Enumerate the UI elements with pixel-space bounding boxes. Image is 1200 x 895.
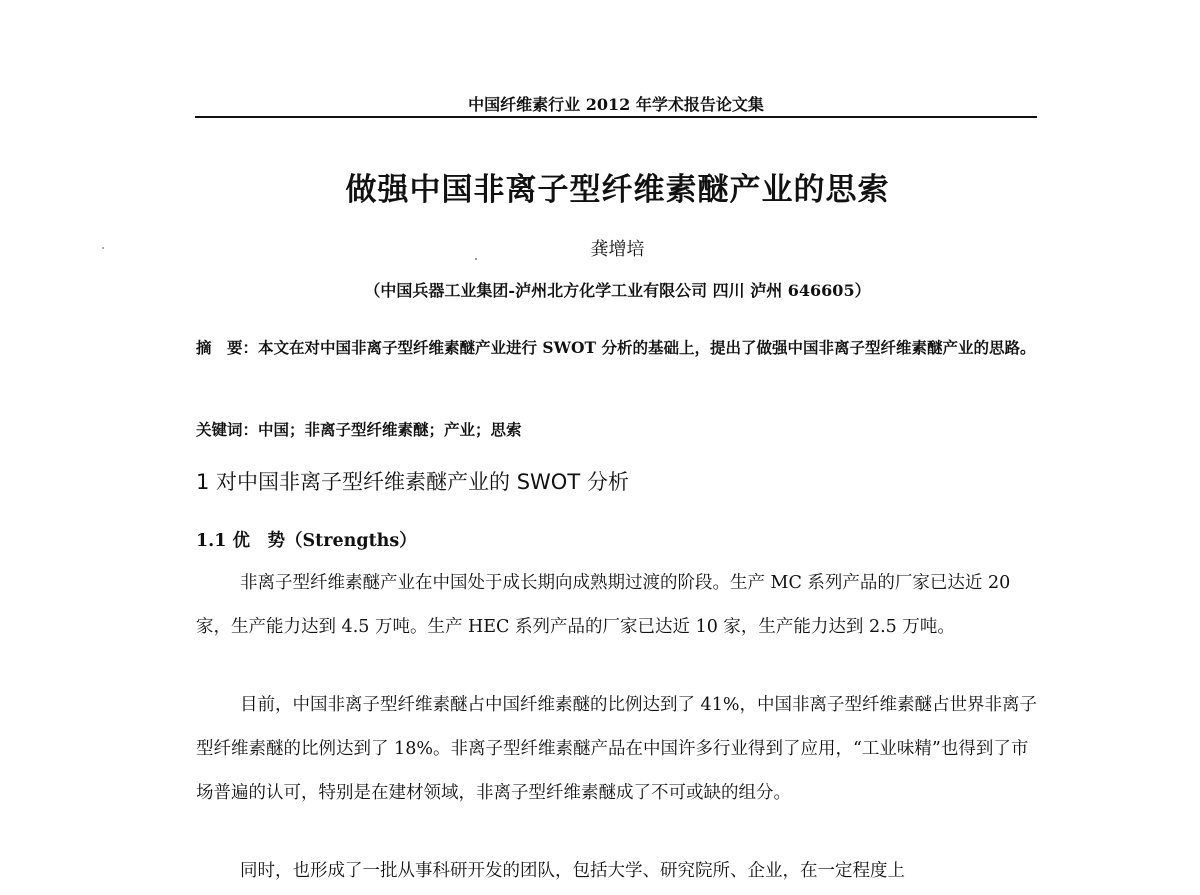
body-paragraph: 同时，也形成了一批从事科研开发的团队，包括大学、研究院所、企业，在一定程度上 (240, 861, 905, 881)
abstract-text: 本文在对中国非离子型纤维素醚产业进行 SWOT 分析的基础上，提出了做强中国非离子型纤维素醚产业的思路。 (258, 338, 1036, 357)
abstract-label: 摘 要： (196, 338, 259, 357)
keywords (196, 410, 522, 450)
subsection-heading: 1.1 优 势（Strengths） (196, 531, 417, 551)
body-paragraph: 目前，中国非离子型纤维素醚占中国纤维素醚的比例达到了 41%，中国非离子型纤维素醚占世界非离子型纤维素醚的比例达到了 18%。非离子型纤维素醚产品在中国许多行业得到了应用，“工业味精”也得到了市场普遍的认可，特别是在建材领域，非离子型纤维素醚成了不可或缺的组分。 (196, 695, 1037, 803)
paper-title: 做强中国非离子型纤维素醚产业的思索 (345, 172, 890, 208)
header-rule (195, 116, 1037, 118)
author-name: 龚增培 (590, 239, 645, 260)
author-affiliation: （中国兵器工业集团-泸州北方化学工业有限公司 四川 泸州 646605） (364, 281, 871, 300)
running-header: 中国纤维素行业 2012 年学术报告论文集 (468, 95, 764, 114)
keywords-label: 关键词： (196, 420, 259, 439)
abstract (196, 326, 1042, 369)
keywords-text: 中国；非离子型纤维素醚；产业；思索 (258, 420, 522, 439)
body-paragraph: 非离子型纤维素醚产业在中国处于成长期向成熟期过渡的阶段。生产 MC 系列产品的厂家已达近 20 家，生产能力达到 4.5 万吨。生产 HEC 系列产品的厂家已达近 10 家，生产能力达到 2.5 万吨。 (196, 573, 1011, 637)
section-heading: 1 对中国非离子型纤维素醚产业的 SWOT 分析 (196, 470, 629, 494)
scan-speck (475, 258, 477, 260)
